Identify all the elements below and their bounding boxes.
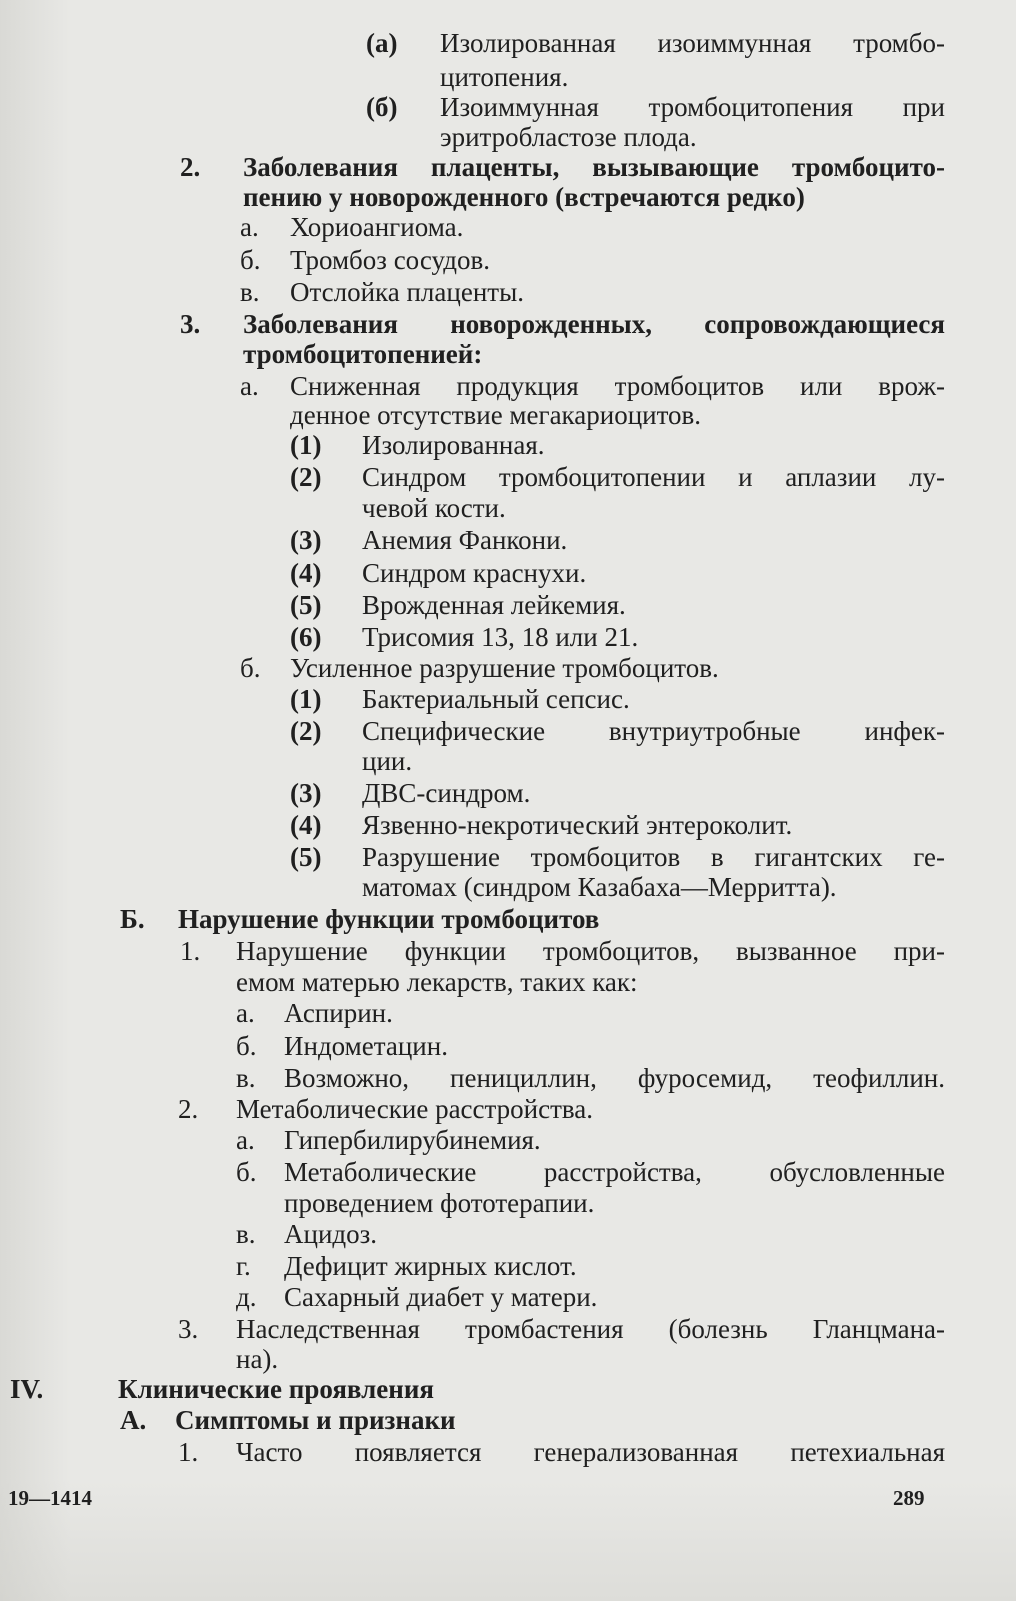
- text-line: Бактериальный сепсис.: [362, 684, 630, 714]
- text-line: тромбоцитопенией:: [243, 339, 483, 369]
- text-line: Хориоангиома.: [290, 212, 464, 242]
- list-marker: в.: [236, 1219, 256, 1249]
- list-marker: б.: [240, 653, 261, 683]
- text-line: Усиленное разрушение тромбоцитов.: [290, 653, 719, 683]
- text-line: Дефицит жирных кислот.: [284, 1251, 577, 1281]
- list-marker: (5): [290, 590, 322, 620]
- text-line: Отслойка плаценты.: [290, 277, 524, 307]
- text-line: Изоиммунная тромбоцитопения при: [440, 92, 945, 122]
- text-line: Метаболические расстройства.: [236, 1094, 594, 1124]
- list-marker: б.: [236, 1157, 257, 1187]
- list-marker: (4): [290, 558, 322, 588]
- text-line: цитопения.: [440, 62, 569, 92]
- text-line: Аспирин.: [284, 998, 393, 1028]
- text-line: Синдром тромбоцитопении и аплазии лу-: [362, 462, 945, 492]
- text-line: Язвенно-некротический энтероколит.: [362, 810, 793, 840]
- list-marker: А.: [120, 1405, 147, 1435]
- list-marker: 2.: [178, 1094, 199, 1124]
- list-marker: б.: [236, 1031, 257, 1061]
- list-marker: (6): [290, 622, 322, 652]
- list-marker: а.: [236, 998, 255, 1028]
- text-line: Сахарный диабет у матери.: [284, 1282, 598, 1312]
- list-marker: 3.: [178, 1314, 199, 1344]
- list-marker: (3): [290, 778, 322, 808]
- text-line: ции.: [362, 746, 413, 776]
- text-line: пению у новорожденного (встречаются редко): [243, 182, 805, 212]
- text-line: Нарушение функции тромбоцитов: [178, 904, 600, 934]
- list-marker: в.: [240, 277, 260, 307]
- text-line: Сниженная продукция тромбоцитов или врож-: [290, 371, 945, 401]
- text-line: емом матерью лекарств, таких как:: [236, 967, 638, 997]
- text-line: Тромбоз сосудов.: [290, 245, 491, 275]
- list-marker: (2): [290, 462, 322, 492]
- list-marker: 1.: [180, 936, 201, 966]
- list-marker: (а): [366, 28, 398, 58]
- list-marker: д.: [236, 1282, 257, 1312]
- text-line: Гипербилирубинемия.: [284, 1125, 541, 1155]
- text-line: Заболевания плаценты, вызывающие тромбоцито-: [243, 152, 945, 182]
- list-marker: Б.: [120, 904, 145, 934]
- list-marker: IV.: [10, 1374, 44, 1404]
- text-line: Часто появляется генерализованная петехиальная: [236, 1437, 945, 1467]
- list-marker: (3): [290, 525, 322, 555]
- list-marker: (1): [290, 684, 322, 714]
- text-line: Разрушение тромбоцитов в гигантских ге-: [362, 842, 945, 872]
- text-line: Анемия Фанкони.: [362, 525, 568, 555]
- text-line: Заболевания новорожденных, сопровождающиеся: [243, 309, 945, 339]
- printer-signature: 19—1414: [8, 1486, 92, 1510]
- text-line: чевой кости.: [362, 493, 506, 523]
- text-line: проведением фототерапии.: [284, 1188, 595, 1218]
- text-line: Синдром краснухи.: [362, 558, 587, 588]
- list-marker: 1.: [178, 1437, 199, 1467]
- list-marker: (2): [290, 716, 322, 746]
- text-line: ДВС-синдром.: [362, 778, 531, 808]
- text-line: Симптомы и признаки: [175, 1405, 456, 1435]
- text-line: Наследственная тромбастения (болезнь Гланцмана-: [236, 1314, 945, 1344]
- text-line: Метаболические расстройства, обусловленные: [284, 1157, 945, 1187]
- list-marker: а.: [240, 371, 259, 401]
- list-marker: (1): [290, 430, 322, 460]
- list-marker: в.: [236, 1063, 256, 1093]
- text-line: эритробластозе плода.: [440, 122, 697, 152]
- text-line: Специфические внутриутробные инфек-: [362, 716, 945, 746]
- list-marker: (б): [366, 92, 398, 122]
- list-marker: 2.: [180, 152, 201, 182]
- list-marker: (5): [290, 842, 322, 872]
- page-number: 289: [893, 1486, 925, 1510]
- text-line: Индометацин.: [284, 1031, 448, 1061]
- text-line: Врожденная лейкемия.: [362, 590, 626, 620]
- list-marker: г.: [236, 1251, 251, 1281]
- text-line: Клинические проявления: [118, 1374, 435, 1404]
- text-line: на).: [236, 1344, 279, 1374]
- text-line: Нарушение функции тромбоцитов, вызванное при-: [236, 936, 945, 966]
- text-line: Изолированная.: [362, 430, 545, 460]
- text-line: Возможно, пенициллин, фуросемид, теофиллин.: [284, 1063, 945, 1093]
- text-line: Ацидоз.: [284, 1219, 378, 1249]
- text-line: матомах (синдром Казабаха—Мерритта).: [362, 872, 837, 902]
- text-line: Изолированная изоиммунная тромбо-: [440, 28, 945, 58]
- text-line: денное отсутствие мегакариоцитов.: [290, 400, 702, 430]
- list-marker: а.: [236, 1125, 255, 1155]
- list-marker: б.: [240, 245, 261, 275]
- text-line: Трисомия 13, 18 или 21.: [362, 622, 639, 652]
- list-marker: а.: [240, 212, 259, 242]
- list-marker: 3.: [180, 309, 201, 339]
- list-marker: (4): [290, 810, 322, 840]
